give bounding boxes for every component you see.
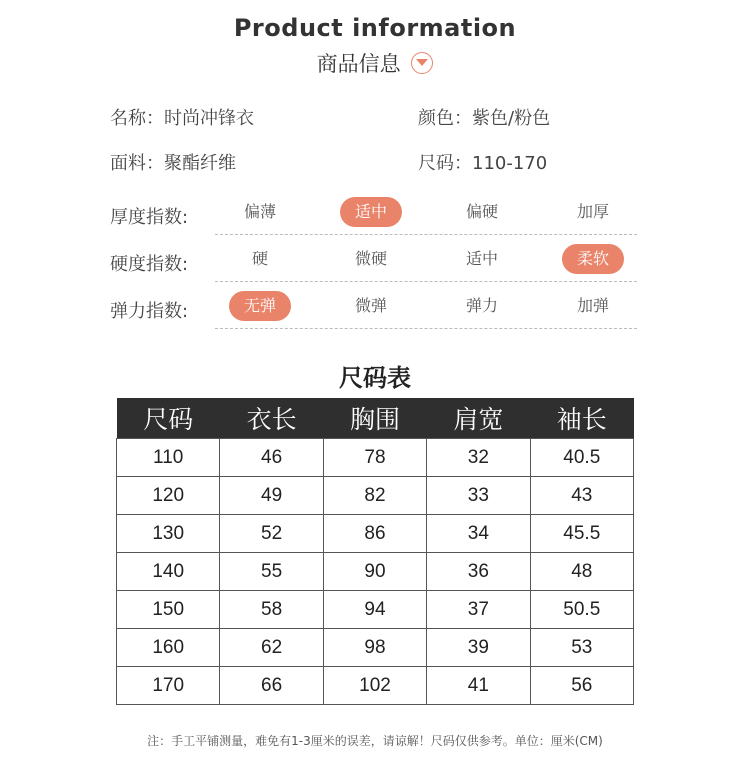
divider bbox=[215, 328, 637, 329]
size-chart-title: 尺码表 bbox=[339, 364, 411, 392]
title-chinese bbox=[0, 48, 750, 78]
table-cell: 46 bbox=[220, 439, 323, 477]
table-cell: 34 bbox=[427, 515, 530, 553]
table-cell: 41 bbox=[427, 667, 530, 705]
table-cell: 52 bbox=[220, 515, 323, 553]
scale-option: 弹力 bbox=[465, 296, 498, 315]
table-cell: 53 bbox=[530, 629, 633, 667]
title-chinese-text: 商品信息 bbox=[316, 52, 401, 76]
table-cell: 33 bbox=[427, 477, 530, 515]
scale-option: 加弹 bbox=[576, 296, 609, 315]
header-cell: 尺码 bbox=[117, 398, 220, 439]
table-cell: 43 bbox=[530, 477, 633, 515]
divider bbox=[215, 234, 637, 235]
table-row bbox=[117, 477, 634, 515]
table-cell: 62 bbox=[220, 629, 323, 667]
scale-option: 适中 bbox=[465, 249, 498, 268]
table-cell: 55 bbox=[220, 553, 323, 591]
table-row bbox=[117, 667, 634, 705]
table-cell: 56 bbox=[530, 667, 633, 705]
table-cell: 36 bbox=[427, 553, 530, 591]
scale-option: 偏薄 bbox=[243, 202, 276, 221]
scale-option-active: 适中 bbox=[340, 197, 402, 227]
scale-label-thickness: 厚度指数: bbox=[110, 207, 189, 228]
header-cell: 肩宽 bbox=[427, 398, 530, 439]
chevron-down-icon bbox=[411, 52, 433, 74]
table-cell: 160 bbox=[117, 629, 220, 667]
table-cell: 58 bbox=[220, 591, 323, 629]
header-cell: 胸围 bbox=[323, 398, 426, 439]
scale-option-active: 无弹 bbox=[229, 291, 291, 321]
table-cell: 32 bbox=[427, 439, 530, 477]
table-cell: 130 bbox=[117, 515, 220, 553]
table-cell: 150 bbox=[117, 591, 220, 629]
table-row bbox=[117, 439, 634, 477]
table-cell: 40.5 bbox=[530, 439, 633, 477]
table-cell: 37 bbox=[427, 591, 530, 629]
header-cell: 衣长 bbox=[220, 398, 323, 439]
scale-label-elasticity: 弹力指数: bbox=[110, 301, 189, 322]
info-color: 颜色：紫色/粉色 bbox=[418, 108, 551, 129]
table-cell: 170 bbox=[117, 667, 220, 705]
size-table bbox=[116, 398, 634, 705]
table-cell: 140 bbox=[117, 553, 220, 591]
divider bbox=[215, 281, 637, 282]
table-cell: 49 bbox=[220, 477, 323, 515]
info-fabric: 面料：聚酯纤维 bbox=[110, 153, 236, 174]
table-cell: 82 bbox=[323, 477, 426, 515]
table-cell: 94 bbox=[323, 591, 426, 629]
table-cell: 98 bbox=[323, 629, 426, 667]
table-cell: 110 bbox=[117, 439, 220, 477]
table-cell: 90 bbox=[323, 553, 426, 591]
scale-option-active: 柔软 bbox=[562, 244, 624, 274]
scale-option: 硬 bbox=[251, 249, 268, 268]
info-name: 名称：时尚冲锋衣 bbox=[110, 108, 254, 129]
table-cell: 45.5 bbox=[530, 515, 633, 553]
scale-label-hardness: 硬度指数: bbox=[110, 254, 189, 275]
table-cell: 102 bbox=[323, 667, 426, 705]
table-row bbox=[117, 591, 634, 629]
table-cell: 66 bbox=[220, 667, 323, 705]
table-row bbox=[117, 629, 634, 667]
scale-option: 微弹 bbox=[354, 296, 387, 315]
scale-option: 偏硬 bbox=[465, 202, 498, 221]
table-row bbox=[117, 515, 634, 553]
table-row bbox=[117, 553, 634, 591]
measurement-note: 注：手工平铺测量，难免有1-3厘米的误差，请谅解！尺码仅供参考。单位：厘米(CM) bbox=[147, 734, 603, 748]
table-cell: 50.5 bbox=[530, 591, 633, 629]
table-cell: 120 bbox=[117, 477, 220, 515]
table-header-row bbox=[117, 398, 634, 439]
table-cell: 39 bbox=[427, 629, 530, 667]
table-cell: 48 bbox=[530, 553, 633, 591]
info-size: 尺码：110-170 bbox=[418, 153, 548, 174]
header-cell: 袖长 bbox=[530, 398, 633, 439]
table-cell: 86 bbox=[323, 515, 426, 553]
table-cell: 78 bbox=[323, 439, 426, 477]
scale-option: 加厚 bbox=[576, 202, 609, 221]
scale-option: 微硬 bbox=[354, 249, 387, 268]
title-english: Product information bbox=[233, 14, 517, 42]
